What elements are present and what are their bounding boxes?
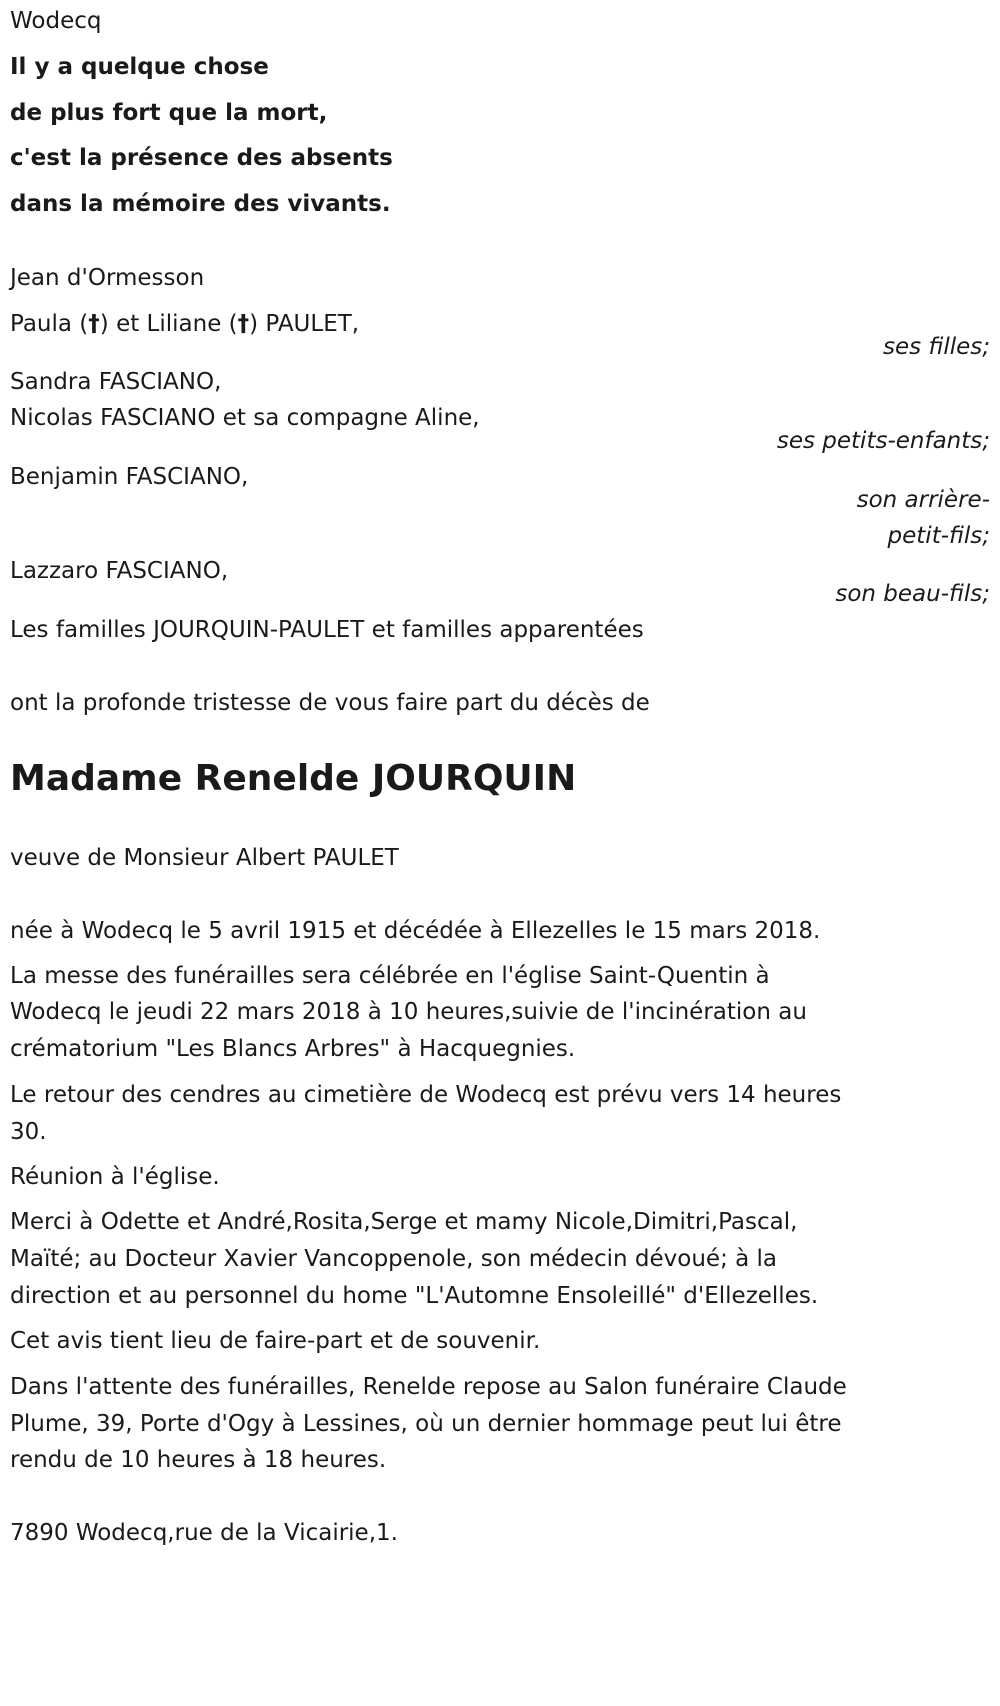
grandchild-name: Sandra FASCIANO, (10, 369, 222, 395)
daughters-text: Paula ( (10, 311, 89, 337)
quote-line: c'est la présence des absents (10, 145, 393, 171)
notice: Cet avis tient lieu de faire-part et de souvenir. (10, 1328, 541, 1354)
quote-line: de plus fort que la mort, (10, 100, 328, 126)
repose-line: Dans l'attente des funérailles, Renelde repose au Salon funéraire Claude (10, 1374, 847, 1400)
daughters-role: ses filles; (883, 334, 990, 360)
ashes-line: 30. (10, 1119, 47, 1145)
thanks-line: direction et au personnel du home "L'Automne Ensoleillé" d'Ellezelles. (10, 1283, 819, 1309)
grandchildren-role: ses petits-enfants; (776, 428, 990, 454)
place: Wodecq (10, 8, 102, 34)
widow-of: veuve de Monsieur Albert PAULET (10, 845, 399, 871)
mass-line: La messe des funérailles sera célébrée en l'église Saint-Quentin à (10, 963, 770, 989)
great-grandson-role: petit-fils; (887, 523, 990, 549)
birth-death: née à Wodecq le 5 avril 1915 et décédée à Ellezelles le 15 mars 2018. (10, 918, 821, 944)
ashes-line: Le retour des cendres au cimetière de Wodecq est prévu vers 14 heures (10, 1082, 842, 1108)
address: 7890 Wodecq,rue de la Vicairie,1. (10, 1520, 398, 1546)
thanks-line: Maïté; au Docteur Xavier Vancoppenole, son médecin dévoué; à la (10, 1246, 778, 1272)
daughters-text: ) et Liliane ( (99, 311, 238, 337)
mass-line: crématorium "Les Blancs Arbres" à Hacquegnies. (10, 1036, 576, 1062)
grandchild-name: Nicolas FASCIANO et sa compagne Aline, (10, 405, 480, 431)
quote-author: Jean d'Ormesson (10, 265, 205, 291)
families: Les familles JOURQUIN-PAULET et familles apparentées (10, 617, 644, 643)
repose-line: Plume, 39, Porte d'Ogy à Lessines, où un dernier hommage peut lui être (10, 1411, 842, 1437)
great-grandson-name: Benjamin FASCIANO, (10, 464, 249, 490)
mass-line: Wodecq le jeudi 22 mars 2018 à 10 heures,suivie de l'incinération au (10, 999, 807, 1025)
cross-icon: † (237, 311, 250, 337)
announcement: ont la profonde tristesse de vous faire part du décès de (10, 690, 650, 716)
daughters-text: ) PAULET, (249, 311, 360, 337)
cross-icon: † (88, 311, 100, 337)
quote-line: dans la mémoire des vivants. (10, 191, 391, 217)
great-grandson-role: son arrière- (856, 487, 990, 513)
stepson-name: Lazzaro FASCIANO, (10, 558, 229, 584)
meeting: Réunion à l'église. (10, 1164, 220, 1190)
daughters-names (10, 311, 359, 339)
repose-line: rendu de 10 heures à 18 heures. (10, 1447, 387, 1473)
quote-line: Il y a quelque chose (10, 54, 269, 80)
stepson-role: son beau-fils; (835, 581, 990, 607)
thanks-line: Merci à Odette et André,Rosita,Serge et mamy Nicole,Dimitri,Pascal, (10, 1209, 798, 1235)
deceased-name: Madame Renelde JOURQUIN (10, 758, 577, 799)
